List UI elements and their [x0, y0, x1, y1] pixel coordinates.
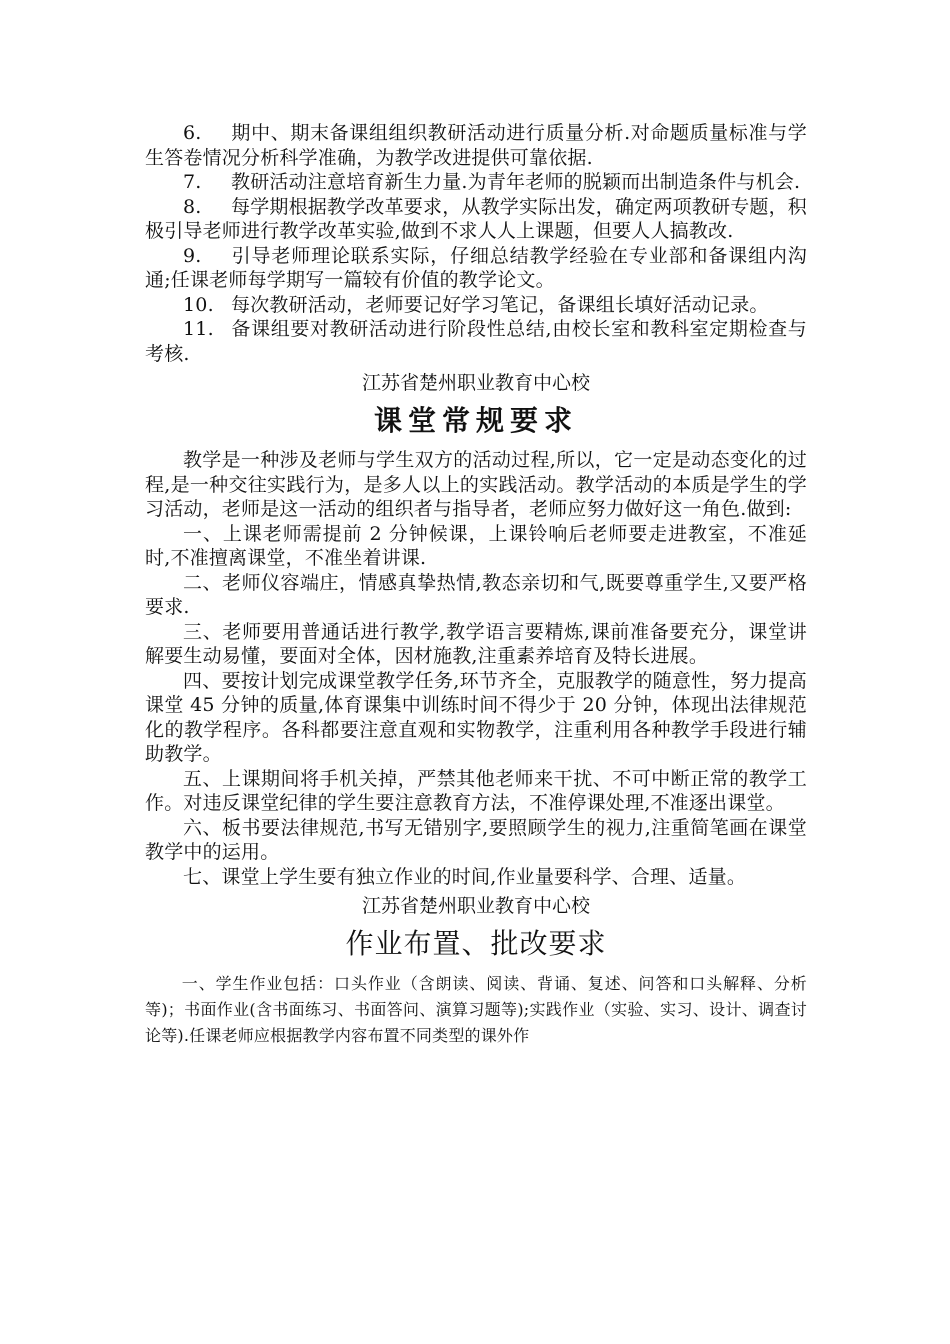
list-item: 四、要按计划完成课堂教学任务,环节齐全，克服教学的随意性，努力提高课堂 45 分钟的质量,体育课集中训练时间不得少于 20 分钟，体现出法律规范化的教学程序。各科都要注意直观和实物教学，注重利用各种教学手段进行辅助教学。 [145, 669, 807, 765]
item-text: 每学期根据教学改革要求，从教学实际出发，确定两项教研专题，积极引导老师进行教学改革实验,做到不求人人上课题，但要人人搞教改. [145, 195, 808, 242]
item-text: 每次教研活动，老师要记好学习笔记，备课组长填好活动记录。 [231, 293, 769, 316]
classroom-rules-list [145, 522, 807, 890]
item-number: 9. [183, 244, 202, 267]
list-item [145, 121, 807, 170]
section-title: 作业布置、批改要求 [345, 927, 607, 960]
list-item: 一、上课老师需提前 2 分钟候课，上课铃响后老师要走进教室，不准延时,不准擅离课堂，不准坐着讲课. [145, 522, 807, 569]
list-item [145, 244, 807, 293]
school-name: 江苏省楚州职业教育中心校 [361, 895, 590, 917]
section-title: 课堂常规要求 [373, 404, 578, 437]
school-name: 江苏省楚州职业教育中心校 [361, 372, 590, 394]
item-text: 备课组要对教研活动进行阶段性总结,由校长室和教科室定期检查与考核. [145, 318, 807, 365]
list-item: 二、老师仪容端庄，情感真挚热情,教态亲切和气,既要尊重学生,又要严格要求. [145, 571, 807, 618]
list-item [145, 170, 807, 195]
list-item [145, 195, 807, 244]
document-page [145, 121, 807, 1049]
item-number: 8. [183, 195, 202, 218]
teaching-research-list [145, 121, 807, 366]
list-item [145, 317, 807, 366]
item-number: 11. [183, 318, 214, 340]
list-item: 三、老师要用普通话进行教学,教学语言要精炼,课前准备要充分，课堂讲解要生动易懂，要面对全体，因材施教,注重素养培育及特长进展。 [145, 620, 807, 667]
item-text: 引导老师理论联系实际，仔细总结教学经验在专业部和备课组内沟通;任课老师每学期写一篇较有价值的教学论文。 [145, 244, 807, 291]
item-number: 7. [183, 171, 202, 193]
list-item [145, 293, 807, 318]
item-number: 10. [183, 293, 214, 316]
item-text: 教研活动注意培育新生力量.为青年老师的脱颖而出制造条件与机会. [231, 171, 801, 193]
list-item: 六、板书要法律规范,书写无错别字,要照顾学生的视力,注重简笔画在课堂教学中的运用。 [145, 816, 807, 863]
list-item: 七、课堂上学生要有独立作业的时间,作业量要科学、合理、适量。 [183, 865, 747, 888]
intro-paragraph: 教学是一种涉及老师与学生双方的活动过程,所以，它一定是动态变化的过程,是一种交往实践行为，是多人以上的实践活动。教学活动的本质是学生的学习活动，老师是这一活动的组织者与指导者，老师应努力做好这一角色.做到: [145, 449, 807, 520]
item-number: 6. [183, 122, 202, 144]
item-text: 期中、期末备课组组织教研活动进行质量分析.对命题质量标准与学生答卷情况分析科学准确，为教学改进提供可靠依据. [145, 122, 807, 169]
list-item: 五、上课期间将手机关掉，严禁其他老师来干扰、不可中断正常的教学工作。对违反课堂纪律的学生要注意教育方法，不准停课处理,不准逐出课堂。 [145, 767, 807, 814]
intro-paragraph: 一、学生作业包括：口头作业（含朗读、阅读、背诵、复述、问答和口头解释、分析等)；书面作业(含书面练习、书面答问、演算习题等);实践作业（实验、实习、设计、调查讨论等).任课老师应根据教学内容布置不同类型的课外作 [145, 974, 807, 1045]
